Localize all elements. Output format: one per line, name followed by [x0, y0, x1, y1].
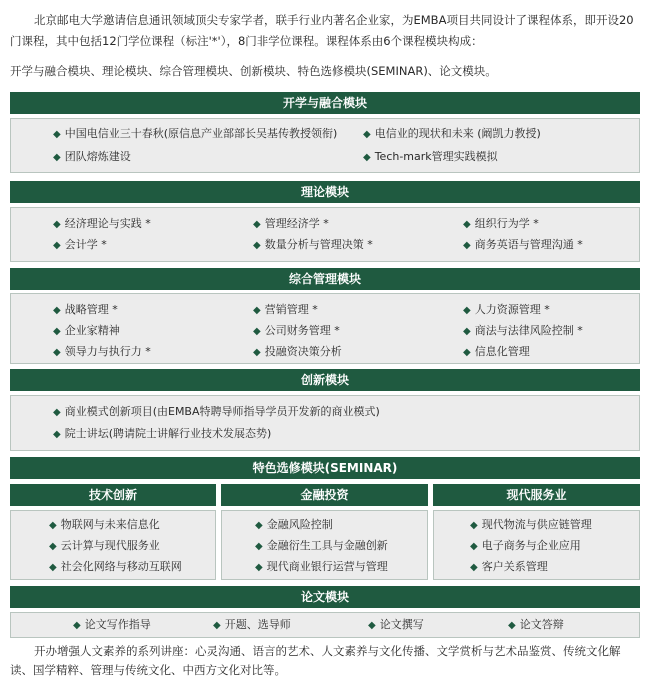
list-item: ◆ 经济理论与实践 *: [53, 217, 151, 230]
bullet-diamond-icon: ◆: [253, 347, 261, 358]
list-item: ◆ 数量分析与管理决策 *: [253, 238, 373, 251]
list-item: ◆ 院士讲坛(聘请院士讲解行业技术发展态势): [53, 427, 272, 440]
list-item: ◆ 公司财务管理 *: [253, 324, 340, 337]
bullet-diamond-icon: ◆: [255, 562, 263, 573]
bullet-diamond-icon: ◆: [463, 326, 471, 337]
bullet-diamond-icon: ◆: [53, 347, 61, 358]
list-item: ◆ Tech-mark管理实践模拟: [363, 150, 498, 163]
bullet-diamond-icon: ◆: [363, 152, 371, 163]
modern-service-panel: [433, 510, 640, 580]
list-item: ◆ 领导力与执行力 *: [53, 345, 151, 358]
intro-paragraph: 北京邮电大学邀请信息通讯领域顶尖专家学者，联手行业内著名企业家，为EMBA项目共同设计了课程体系，即开设20门课程，其中包括12门学位课程（标注'*'），8门非学位课程。课程体系由6个课程模块构成：: [10, 13, 634, 48]
modern-service-header: 现代服务业: [433, 484, 640, 506]
tech-innovation-panel: [10, 510, 216, 580]
bullet-diamond-icon: ◆: [508, 620, 516, 631]
list-item: ◆ 商务英语与管理沟通 *: [463, 238, 583, 251]
opening-module-header: 开学与融合模块: [10, 92, 640, 114]
innovation-module-panel: [10, 395, 640, 451]
list-item: ◆ 中国电信业三十春秋(原信息产业部部长吴基传教授领衔): [53, 127, 338, 140]
list-item: ◆ 现代商业银行运营与管理: [255, 560, 388, 573]
list-item: ◆ 论文撰写: [368, 618, 424, 631]
bullet-diamond-icon: ◆: [253, 240, 261, 251]
bullet-diamond-icon: ◆: [53, 429, 61, 440]
module-list: 开学与融合模块、理论模块、综合管理模块、创新模块、特色选修模块(SEMINAR)、论文模块。: [10, 64, 497, 78]
bullet-diamond-icon: ◆: [470, 520, 478, 531]
bullet-diamond-icon: ◆: [463, 240, 471, 251]
bullet-diamond-icon: ◆: [255, 541, 263, 552]
list-item: ◆ 商法与法律风险控制 *: [463, 324, 583, 337]
list-item: ◆ 论文答辩: [508, 618, 564, 631]
management-module-panel: [10, 293, 640, 364]
bullet-diamond-icon: ◆: [53, 305, 61, 316]
list-item: ◆ 论文写作指导: [73, 618, 151, 631]
list-item: ◆ 社会化网络与移动互联网: [49, 560, 182, 573]
theory-module-header: 理论模块: [10, 181, 640, 203]
bullet-diamond-icon: ◆: [463, 305, 471, 316]
list-item: ◆ 物联网与未来信息化: [49, 518, 160, 531]
outro-paragraph: 开办增强人文素养的系列讲座：心灵沟通、语言的艺术、人文素养与文化传播、文学赏析与艺术品鉴赏、传统文化解读、国学精粹、管理与传统文化、中西方文化对比等。: [10, 644, 621, 677]
bullet-diamond-icon: ◆: [470, 541, 478, 552]
bullet-diamond-icon: ◆: [49, 541, 57, 552]
bullet-diamond-icon: ◆: [363, 129, 371, 140]
bullet-diamond-icon: ◆: [73, 620, 81, 631]
list-item: ◆ 战略管理 *: [53, 303, 118, 316]
bullet-diamond-icon: ◆: [53, 219, 61, 230]
bullet-diamond-icon: ◆: [253, 326, 261, 337]
bullet-diamond-icon: ◆: [253, 219, 261, 230]
list-item: ◆ 金融衍生工具与金融创新: [255, 539, 388, 552]
list-item: ◆ 现代物流与供应链管理: [470, 518, 592, 531]
thesis-module-header: 论文模块: [10, 586, 640, 608]
bullet-diamond-icon: ◆: [53, 407, 61, 418]
bullet-diamond-icon: ◆: [470, 562, 478, 573]
list-item: ◆ 商业模式创新项目(由EMBA特聘导师指导学员开发新的商业模式): [53, 405, 380, 418]
list-item: ◆ 开题、选导师: [213, 618, 291, 631]
bullet-diamond-icon: ◆: [463, 347, 471, 358]
list-item: ◆ 人力资源管理 *: [463, 303, 550, 316]
list-item: ◆ 团队熔炼建设: [53, 150, 131, 163]
bullet-diamond-icon: ◆: [53, 326, 61, 337]
list-item: ◆ 云计算与现代服务业: [49, 539, 160, 552]
list-item: ◆ 客户关系管理: [470, 560, 548, 573]
list-item: ◆ 会计学 *: [53, 238, 107, 251]
list-item: ◆ 电信业的现状和未来 (阚凯力教授): [363, 127, 541, 140]
list-item: ◆ 投融资决策分析: [253, 345, 342, 358]
bullet-diamond-icon: ◆: [253, 305, 261, 316]
finance-panel: [221, 510, 428, 580]
management-module-header: 综合管理模块: [10, 268, 640, 290]
bullet-diamond-icon: ◆: [53, 152, 61, 163]
list-item: ◆ 信息化管理: [463, 345, 530, 358]
bullet-diamond-icon: ◆: [463, 219, 471, 230]
finance-header: 金融投资: [221, 484, 428, 506]
thesis-module-panel: [10, 612, 640, 638]
list-item: ◆ 企业家精神: [53, 324, 120, 337]
theory-module-panel: [10, 207, 640, 262]
innovation-module-header: 创新模块: [10, 369, 640, 391]
bullet-diamond-icon: ◆: [53, 240, 61, 251]
bullet-diamond-icon: ◆: [49, 562, 57, 573]
bullet-diamond-icon: ◆: [213, 620, 221, 631]
bullet-diamond-icon: ◆: [255, 520, 263, 531]
list-item: ◆ 管理经济学 *: [253, 217, 329, 230]
list-item: ◆ 电子商务与企业应用: [470, 539, 581, 552]
seminar-module-header: 特色选修模块(SEMINAR): [10, 457, 640, 479]
bullet-diamond-icon: ◆: [368, 620, 376, 631]
list-item: ◆ 营销管理 *: [253, 303, 318, 316]
list-item: ◆ 组织行为学 *: [463, 217, 539, 230]
opening-module-panel: [10, 118, 640, 173]
tech-innovation-header: 技术创新: [10, 484, 216, 506]
bullet-diamond-icon: ◆: [53, 129, 61, 140]
bullet-diamond-icon: ◆: [49, 520, 57, 531]
list-item: ◆ 金融风险控制: [255, 518, 333, 531]
